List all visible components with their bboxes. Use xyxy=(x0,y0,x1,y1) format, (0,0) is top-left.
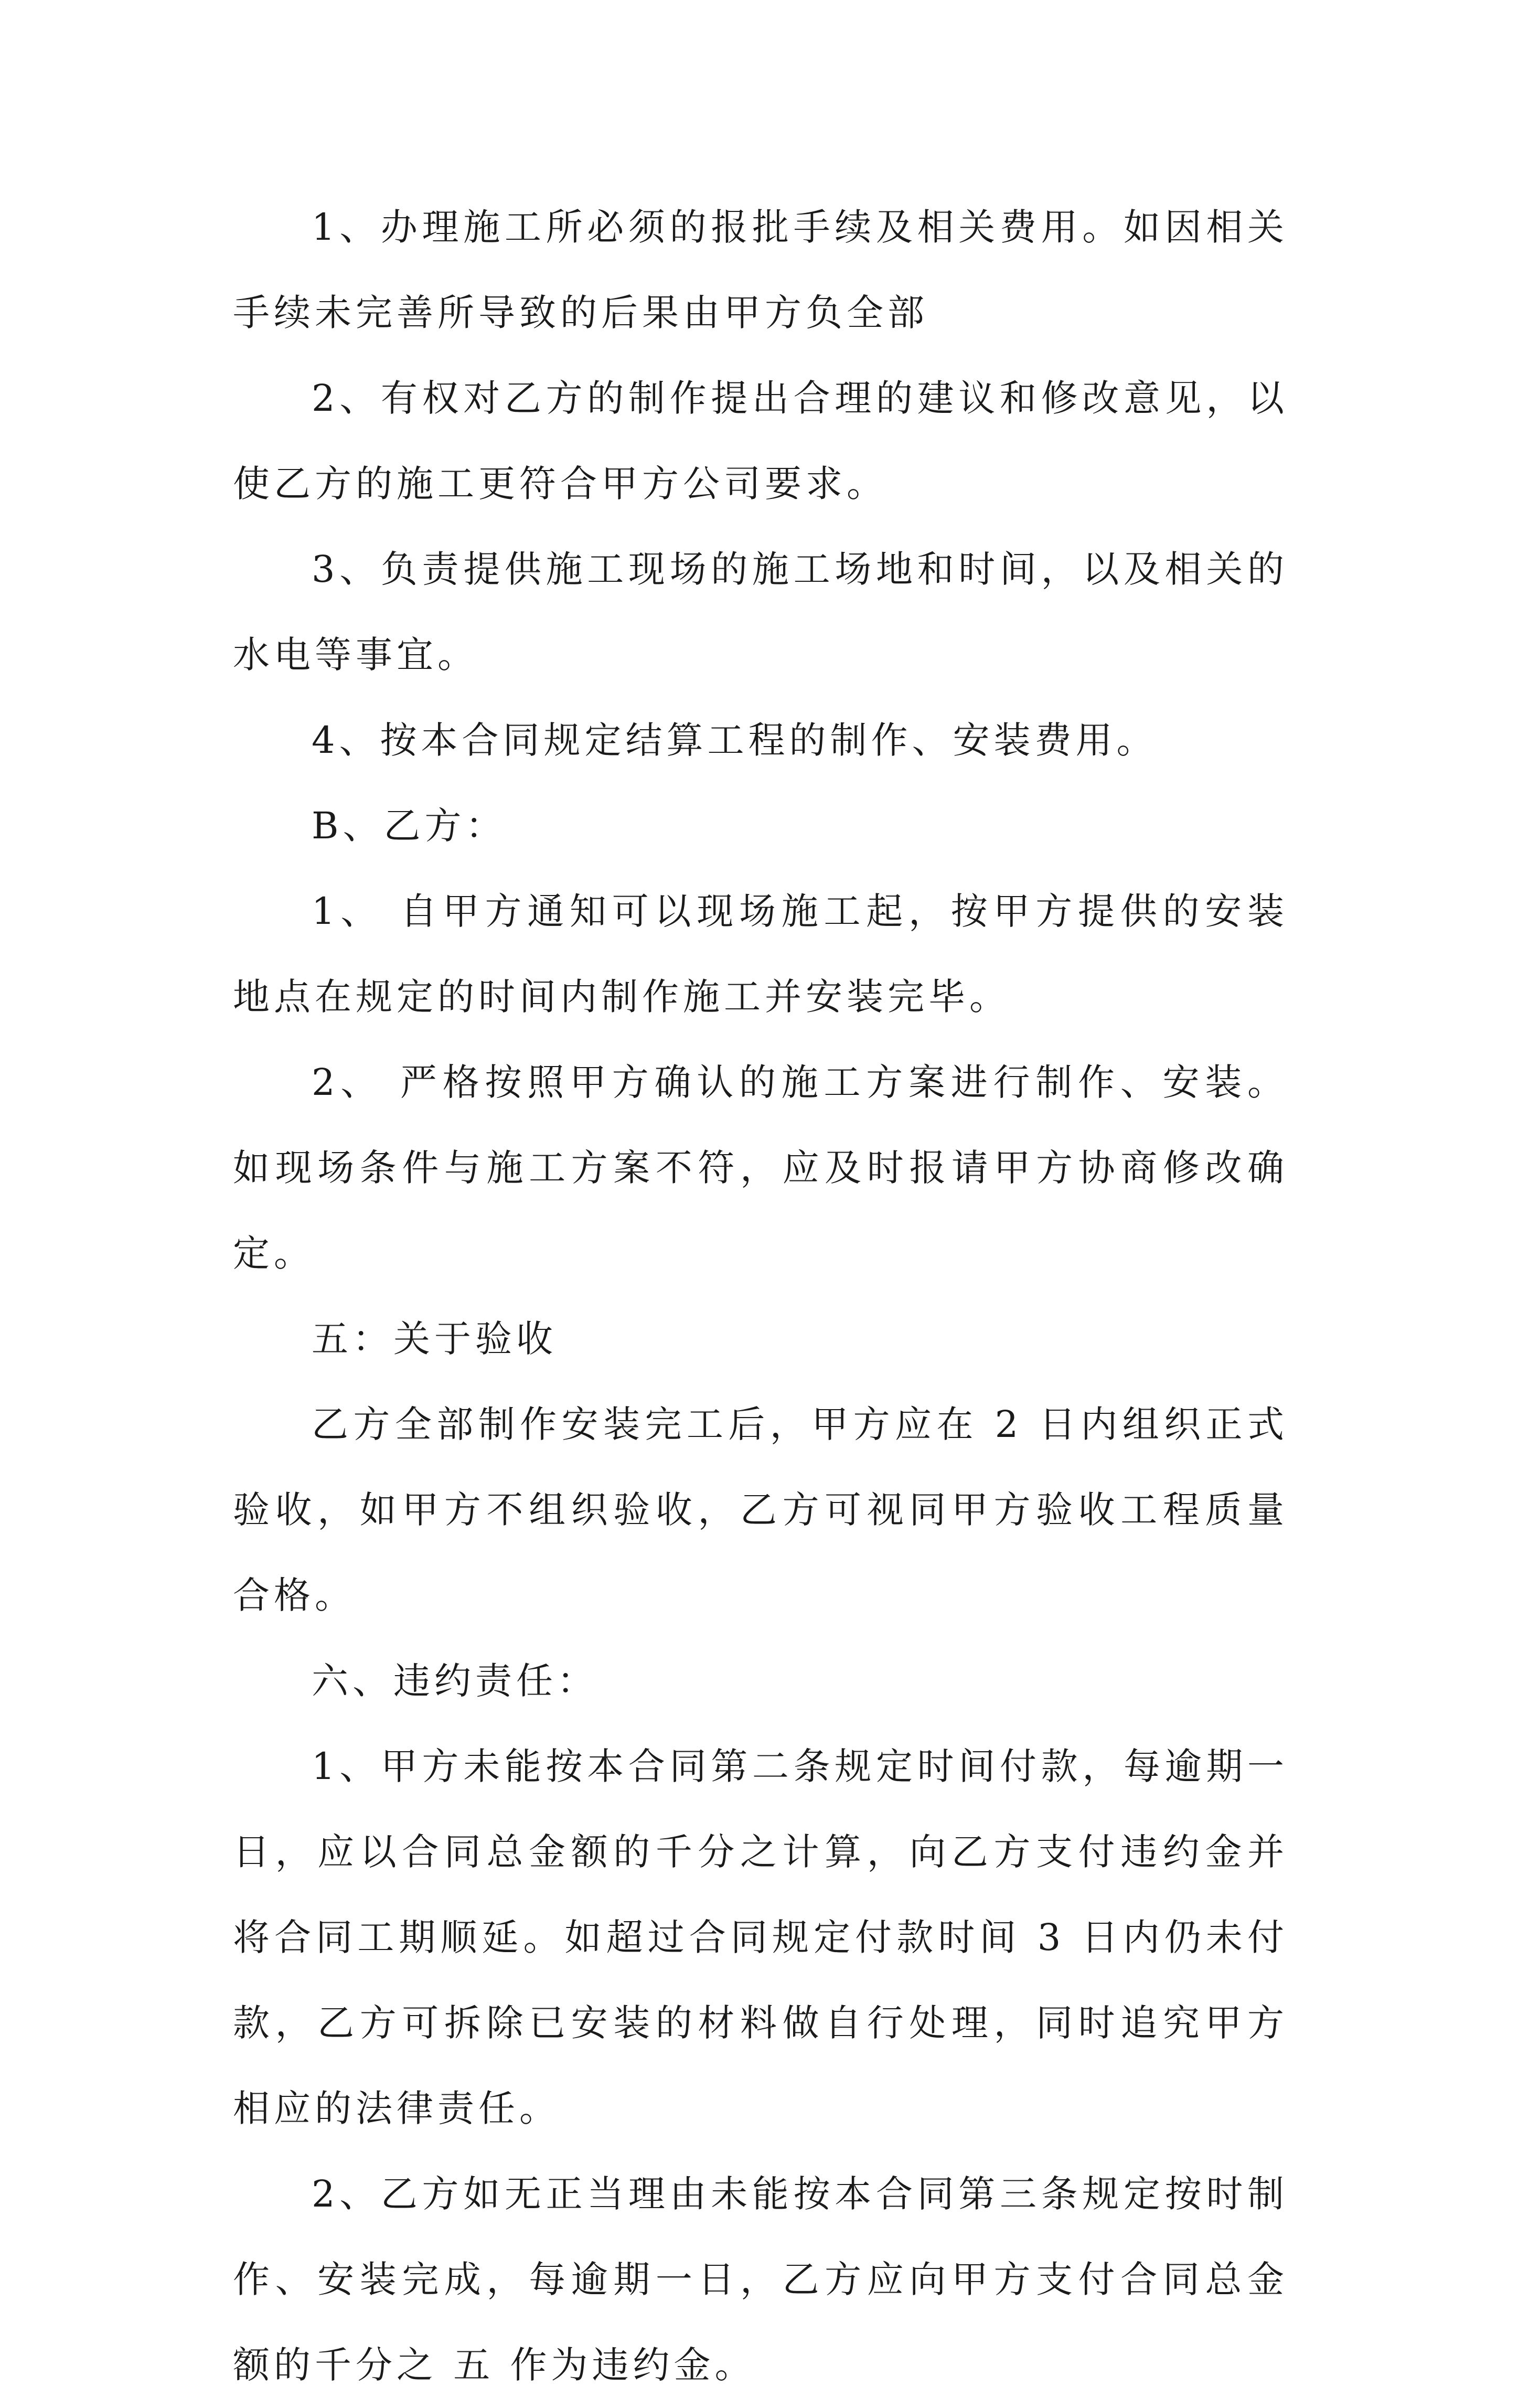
section-heading-breach: 六、违约责任： xyxy=(312,1659,598,1702)
paragraph-breach-2: 2、乙方如无正当理由未能按本合同第三条规定按时制作、安装完成，每逾期一日，乙方应向甲方支付合同总金额的千分之 五 作为违约金。 xyxy=(233,2172,1288,2386)
paragraph-party-b-duty-2: 2、 严格按照甲方确认的施工方案进行制作、安装。如现场条件与施工方案不符，应及时报请甲方协商修改确定。 xyxy=(233,1061,1288,1275)
paragraph-acceptance: 乙方全部制作安装完工后，甲方应在 2 日内组织正式验收，如甲方不组织验收，乙方可视同甲方验收工程质量合格。 xyxy=(233,1403,1288,1617)
document-body xyxy=(233,185,1288,2408)
paragraph-party-a-duty-4: 4、按本合同规定结算工程的制作、安装费用。 xyxy=(312,719,1158,762)
paragraph-party-b-duty-1: 1、 自甲方通知可以现场施工起，按甲方提供的安装地点在规定的时间内制作施工并安装完毕。 xyxy=(233,890,1288,1018)
paragraph-party-a-duty-2: 2、有权对乙方的制作提出合理的建议和修改意见，以使乙方的施工更符合甲方公司要求。 xyxy=(233,377,1288,505)
paragraph-breach-1: 1、甲方未能按本合同第二条规定时间付款，每逾期一日，应以合同总金额的千分之计算，向乙方支付违约金并将合同工期顺延。如超过合同规定付款时间 3 日内仍未付款，乙方可拆除已安装的材料做自行处理，同时追究甲方相应的法律责任。 xyxy=(233,1745,1288,2130)
paragraph-party-a-duty-1: 1、办理施工所必须的报批手续及相关费用。如因相关手续未完善所导致的后果由甲方负全部 xyxy=(233,206,1288,334)
section-heading-party-b: B、乙方： xyxy=(312,804,507,847)
section-heading-acceptance: 五：关于验收 xyxy=(312,1317,557,1360)
paragraph-party-a-duty-3: 3、负责提供施工现场的施工场地和时间，以及相关的水电等事宜。 xyxy=(233,548,1288,676)
